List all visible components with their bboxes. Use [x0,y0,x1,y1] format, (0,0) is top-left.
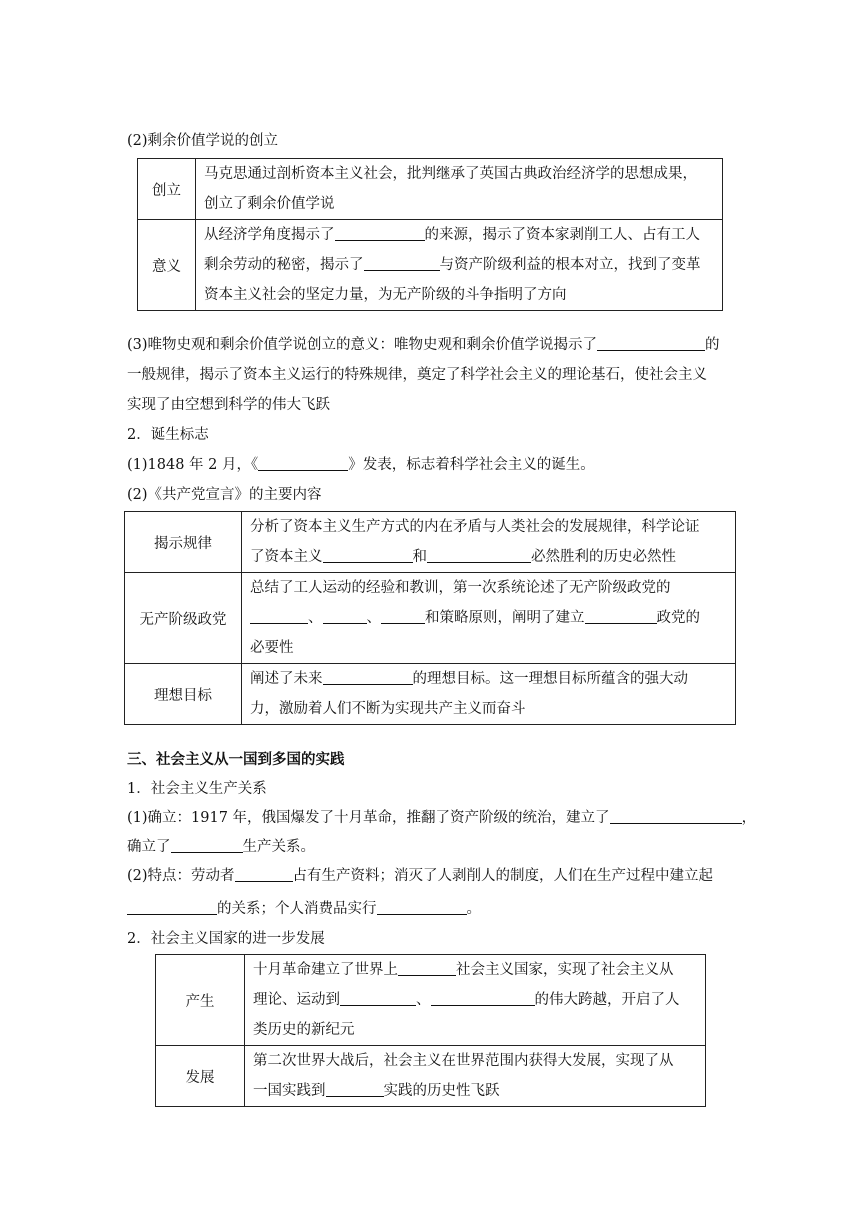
table-cell [196,220,723,311]
subsection-title: 2．社会主义国家的进一步发展 [127,931,325,947]
cell-text: 创立了剩余价值学说 [204,196,335,212]
answer-blank[interactable] [326,1079,384,1097]
cell-text: 力，激励着人们不断为实现共产主义而奋斗 [250,701,526,717]
table-row-label: 发展 [156,1046,245,1107]
paragraph-line: 确立了 生产关系。 [127,832,315,862]
answer-blank[interactable] [364,253,440,271]
table-cell [245,955,706,1046]
table-cell [196,159,723,220]
cell-text: 资本主义社会的坚定力量，为无产阶级的斗争指明了方向 [204,287,567,303]
table-row-label: 揭示规律 [125,512,242,573]
answer-blank[interactable] [610,806,742,824]
answer-blank[interactable] [431,988,535,1006]
subsection-title: 1．社会主义生产关系 [127,781,267,797]
answer-blank[interactable] [323,667,413,685]
cell-text: 理论、运动到 、 的伟大跨越，开启了人 [253,985,697,1015]
cell-text: 从经济学角度揭示了 的来源，揭示了资本家剥削工人、占有工人 [204,220,714,250]
paragraph-line: 一般规律，揭示了资本主义运行的特殊规律，奠定了科学社会主义的理论基石，使社会主义 [127,367,707,383]
cell-text: 一国实践到 实践的历史性飞跃 [253,1076,697,1106]
answer-blank[interactable] [323,606,367,624]
table-row-label: 创立 [138,159,196,220]
section-heading: 三、社会主义从一国到多国的实践 [127,752,345,768]
answer-blank[interactable] [381,606,425,624]
table-cell [242,573,736,664]
table-row-label: 产生 [156,955,245,1046]
answer-blank[interactable] [398,958,456,976]
answer-blank[interactable] [597,333,705,351]
answer-blank[interactable] [323,545,413,563]
paragraph-line: (1)确立：1917 年，俄国爆发了十月革命，推翻了资产阶级的统治，建立了 ， [127,803,756,833]
answer-blank[interactable] [250,606,308,624]
paragraph-line: (2)特点：劳动者 占有生产资料；消灭了人剥削人的制度，人们在生产过程中建立起 [127,861,713,891]
table-row-label: 意义 [138,220,196,311]
answer-blank[interactable] [377,897,467,915]
paragraph-line: 实现了由空想到科学的伟大飞跃 [127,397,330,413]
surplus-value-table [137,158,723,311]
answer-blank[interactable] [171,835,243,853]
answer-blank[interactable] [127,897,217,915]
cell-text: 十月革命建立了世界上 社会主义国家，实现了社会主义从 [253,955,697,985]
cell-text: 分析了资本主义生产方式的内在矛盾与人类社会的发展规律，科学论证 [250,519,700,535]
answer-blank[interactable] [340,988,416,1006]
cell-text: 阐述了未来 的理想目标。这一理想目标所蕴含的强大动 [250,664,727,694]
subsection-title: (2)剩余价值学说的创立 [127,133,279,149]
cell-text: 类历史的新纪元 [253,1022,355,1038]
cell-text: 必要性 [250,640,294,656]
table-cell [242,512,736,573]
answer-blank[interactable] [235,864,293,882]
answer-blank[interactable] [335,223,425,241]
answer-blank[interactable] [258,453,348,471]
cell-text: 总结了工人运动的经验和教训，第一次系统论述了无产阶级政党的 [250,580,671,596]
table-cell [242,664,736,725]
table-row-label: 理想目标 [125,664,242,725]
answer-blank[interactable] [585,606,657,624]
cell-text: 第二次世界大战后，社会主义在世界范围内获得大发展，实现了从 [253,1053,674,1069]
manifesto-table [124,511,736,725]
socialist-development-table [155,954,706,1107]
cell-text: 剩余劳动的秘密，揭示了 与资产阶级利益的根本对立，找到了变革 [204,250,714,280]
cell-text: 、 、 和策略原则，阐明了建立 政党的 [250,603,727,633]
table-row-label: 无产阶级政党 [125,573,242,664]
cell-text: 了资本主义 和 必然胜利的历史必然性 [250,542,727,572]
paragraph-line: (3)唯物史观和剩余价值学说创立的意义：唯物史观和剩余价值学说揭示了 的 [127,330,720,360]
cell-text: 马克思通过剖析资本主义社会，批判继承了英国古典政治经济学的思想成果， [204,166,697,182]
table-cell [245,1046,706,1107]
answer-blank[interactable] [427,545,531,563]
paragraph-line: (1)1848 年 2 月，《 》发表，标志着科学社会主义的诞生。 [127,450,595,480]
subsection-title: (2)《共产党宣言》的主要内容 [127,487,322,503]
subsection-title: 2．诞生标志 [127,427,209,443]
paragraph-line: 的关系；个人消费品实行 。 [127,894,481,924]
